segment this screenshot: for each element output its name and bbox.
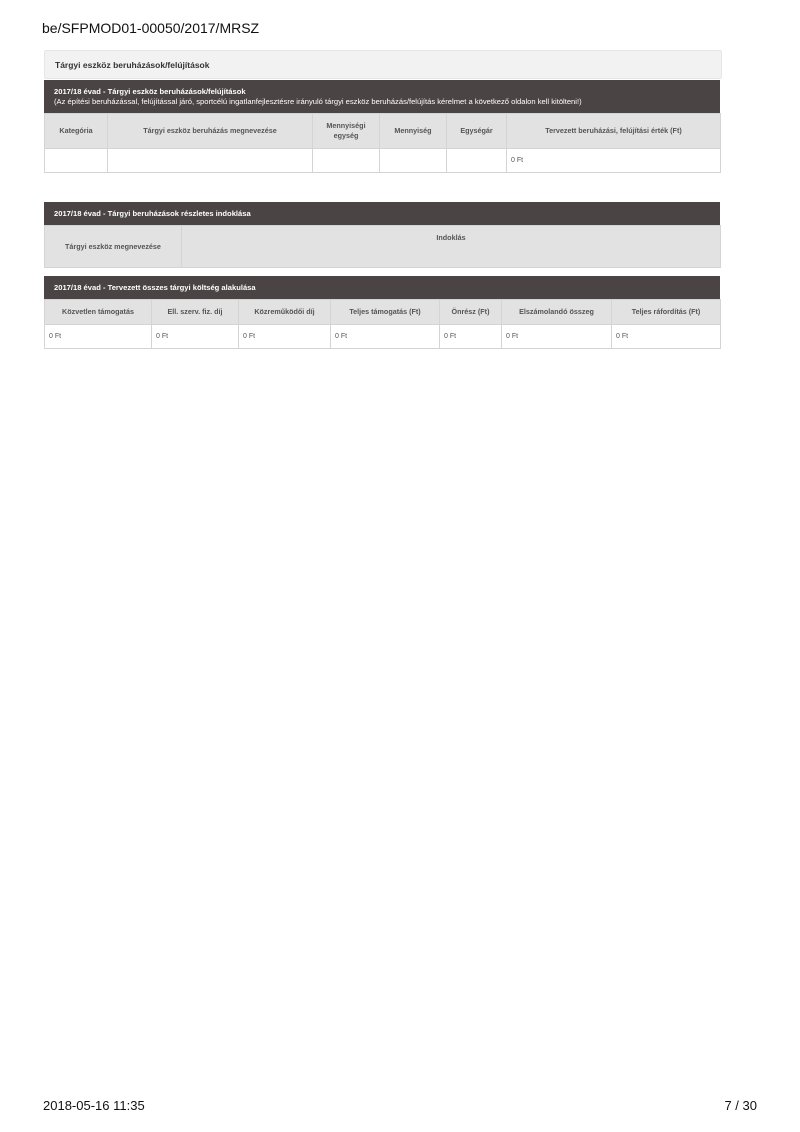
column-header: Közvetlen támogatás xyxy=(45,300,152,325)
table-cell: 0 Ft xyxy=(502,325,612,349)
section-title: 2017/18 évad - Tervezett összes tárgyi költség alakulása xyxy=(54,283,256,292)
panel-title: Tárgyi eszköz beruházások/felújítások xyxy=(55,60,210,70)
column-header: Önrész (Ft) xyxy=(440,300,502,325)
column-header: Egységár xyxy=(447,114,507,149)
total-asset-costs-section xyxy=(44,276,720,349)
column-header: Mennyiségi egység xyxy=(313,114,380,149)
column-header: Ell. szerv. fiz. díj xyxy=(152,300,239,325)
table-cell xyxy=(313,149,380,173)
table-header-row xyxy=(45,114,721,149)
column-header: Indoklás xyxy=(182,226,721,268)
table-cell: 0 Ft xyxy=(152,325,239,349)
table-cell: 0 Ft xyxy=(507,149,721,173)
column-header: Teljes támogatás (Ft) xyxy=(331,300,440,325)
table-cell: 0 Ft xyxy=(440,325,502,349)
column-header: Tárgyi eszköz megnevezése xyxy=(45,226,182,268)
footer-date: 2018-05-16 11:35 xyxy=(43,1098,145,1113)
column-header: Tárgyi eszköz beruházás megnevezése xyxy=(108,114,313,149)
section-header xyxy=(44,80,720,113)
table-header-row xyxy=(45,300,721,325)
table-cell: 0 Ft xyxy=(45,325,152,349)
table-cell xyxy=(380,149,447,173)
asset-investments-panel xyxy=(44,50,722,79)
table-cell xyxy=(108,149,313,173)
table-header-row xyxy=(45,226,721,268)
section-header xyxy=(44,202,720,225)
total-asset-costs-table xyxy=(44,299,721,349)
column-header: Mennyiség xyxy=(380,114,447,149)
table-cell: 0 Ft xyxy=(331,325,440,349)
column-header: Közreműködői díj xyxy=(239,300,331,325)
table-cell: 0 Ft xyxy=(612,325,721,349)
column-header: Elszámolandó összeg xyxy=(502,300,612,325)
table-row xyxy=(45,325,721,349)
section-note: (Az építési beruházással, felújítással járó, sportcélú ingatlanfejlesztésre irányuló tárgyi eszköz beruházás/felújítás kérelmet a következő oldalon kell kitölteni!) xyxy=(54,97,582,106)
table-row xyxy=(45,149,721,173)
column-header: Kategória xyxy=(45,114,108,149)
asset-investments-table xyxy=(44,113,721,173)
table-cell xyxy=(45,149,108,173)
page-number: 7 / 30 xyxy=(724,1098,757,1113)
table-cell xyxy=(447,149,507,173)
document-id: be/SFPMOD01-00050/2017/MRSZ xyxy=(42,20,260,36)
column-header: Teljes ráfordítás (Ft) xyxy=(612,300,721,325)
column-header: Tervezett beruházási, felújítási érték (Ft) xyxy=(507,114,721,149)
section-title: 2017/18 évad - Tárgyi beruházások részletes indoklása xyxy=(54,209,251,218)
section-title: 2017/18 évad - Tárgyi eszköz beruházások/felújítások xyxy=(54,87,246,96)
investment-justification-section xyxy=(44,202,720,268)
asset-investments-section xyxy=(44,80,720,173)
investment-justification-table xyxy=(44,225,721,268)
table-cell: 0 Ft xyxy=(239,325,331,349)
section-header xyxy=(44,276,720,299)
